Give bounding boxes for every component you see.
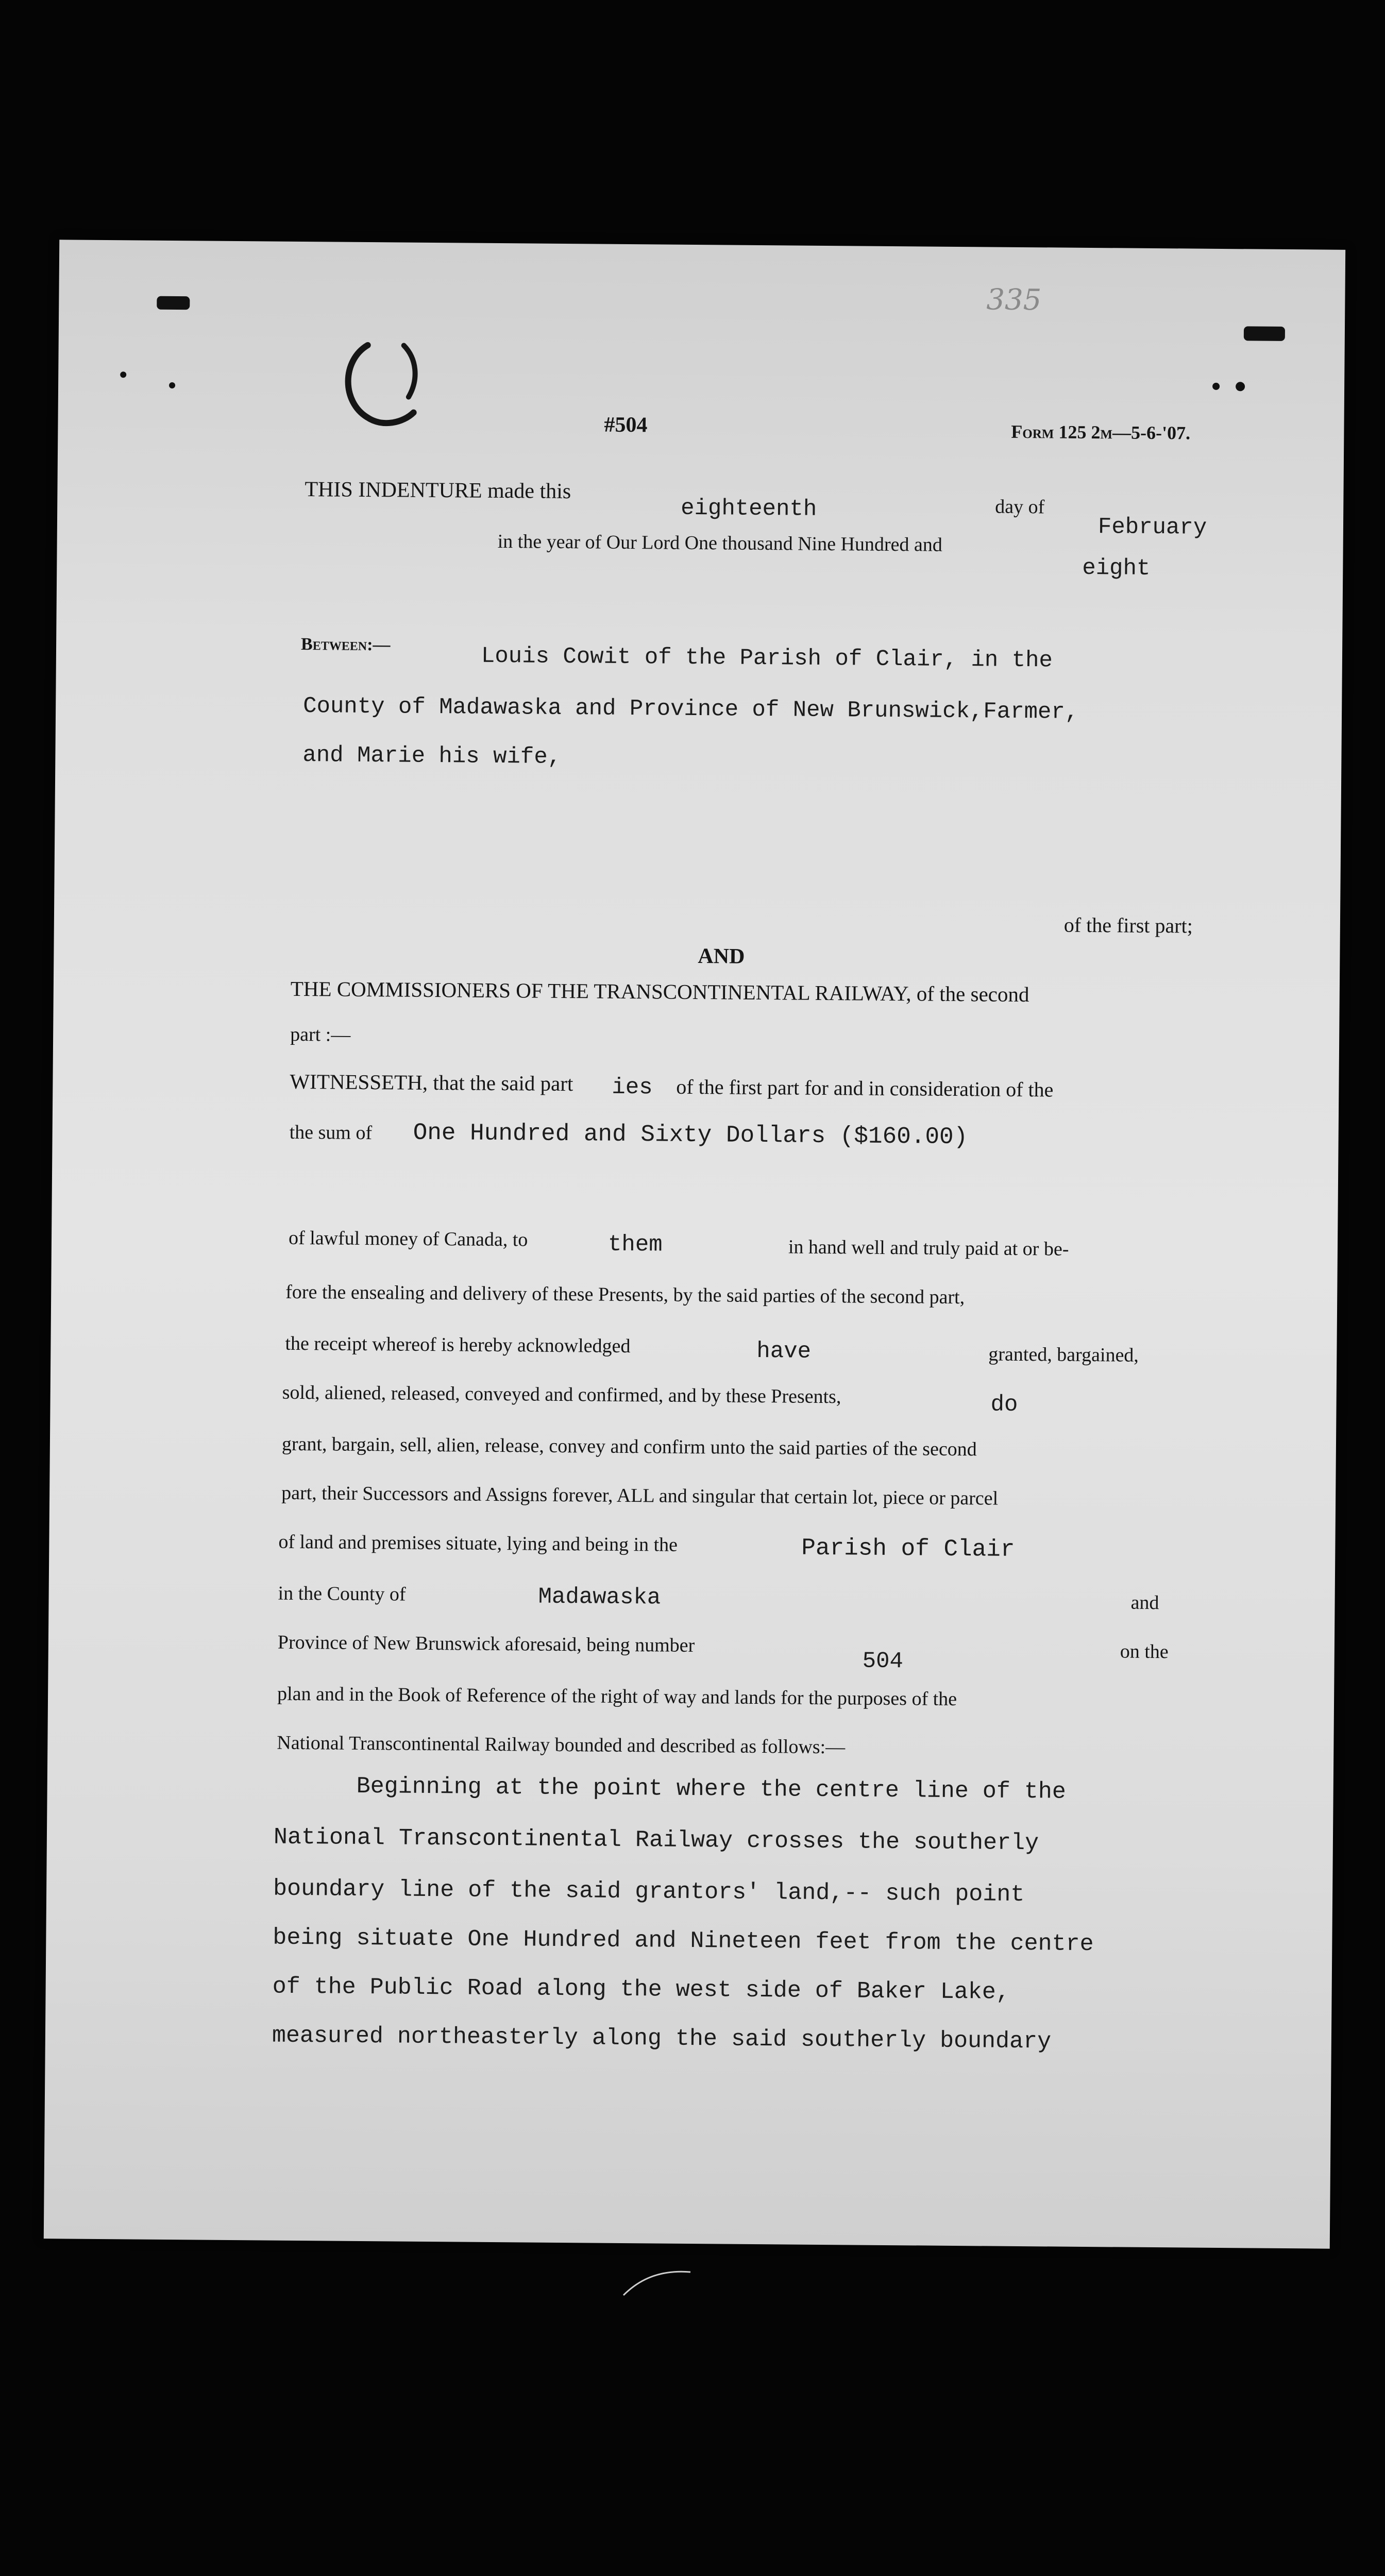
document-page (44, 240, 1345, 2248)
grantee-fill: them (607, 1231, 663, 1258)
description-line: boundary line of the said grantors' land,-- such point (273, 1875, 1025, 1908)
body-line: of lawful money of Canada, to (288, 1227, 528, 1251)
body-line: and (1130, 1591, 1159, 1614)
body-line: the receipt whereof is hereby acknowledged (285, 1332, 631, 1358)
day-value: eighteenth (681, 495, 817, 522)
hand-drawn-circle-mark (331, 334, 430, 438)
witnesseth-line-end: of the first part for and in consideration of the (676, 1075, 1054, 1101)
punch-mark (1212, 383, 1220, 390)
binder-clip-right (1244, 326, 1285, 341)
first-party-line: Louis Cowit of the Parish of Clair, in the (481, 643, 1053, 674)
sum-label: the sum of (289, 1121, 373, 1144)
body-line: Province of New Brunswick aforesaid, being number (277, 1631, 695, 1657)
year-value: eight (1082, 555, 1151, 582)
first-part-label: of the first part; (1063, 913, 1193, 938)
between-label: Between:— (300, 634, 391, 655)
body-line: National Transcontinental Railway bounded and described as follows:— (277, 1732, 846, 1758)
and-label: AND (698, 944, 745, 969)
body-line: in the County of (278, 1582, 406, 1605)
county-fill: Madawaska (538, 1584, 661, 1611)
description-line: Beginning at the point where the centre line of the (356, 1773, 1067, 1805)
body-line: plan and in the Book of Reference of the right of way and lands for the purposes of the (277, 1683, 957, 1710)
body-line: sold, aliened, released, conveyed and confirmed, and by these Presents, (282, 1381, 841, 1408)
binder-clip-left (157, 296, 190, 310)
pencil-page-number: 335 (986, 283, 1042, 317)
body-line: grant, bargain, sell, alien, release, convey and confirm unto the said parties of the second (281, 1433, 977, 1461)
punch-mark (169, 382, 175, 388)
body-line: on the (1120, 1640, 1169, 1663)
month-value: February (1097, 514, 1207, 541)
witnesseth-line-start: WITNESSETH, that the said part (290, 1069, 573, 1096)
indenture-intro: THIS INDENTURE made this (305, 478, 571, 504)
do-fill: do (990, 1392, 1018, 1418)
file-number: #504 (604, 413, 648, 437)
parties-fill: ies (612, 1074, 653, 1101)
body-line: fore the ensealing and delivery of these Presents, by the said parties of the second part, (285, 1281, 965, 1309)
day-of-label: day of (995, 496, 1045, 518)
body-line: part, their Successors and Assigns forever, ALL and singular that certain lot, piece or parcel (281, 1482, 999, 1510)
first-party-line: and Marie his wife, (302, 742, 562, 770)
scratch-mark (618, 2259, 701, 2300)
description-line: National Transcontinental Railway crosses the southerly (273, 1824, 1039, 1857)
first-party-line: County of Madawaska and Province of New Brunswick,Farmer, (302, 693, 1079, 725)
punch-mark (1236, 382, 1245, 391)
body-line: in hand well and truly paid at or be- (788, 1236, 1069, 1260)
description-line: being situate One Hundred and Nineteen feet from the centre (273, 1924, 1094, 1958)
have-fill: have (756, 1338, 812, 1365)
body-line: of land and premises situate, lying and being in the (278, 1531, 678, 1556)
sum-value: One Hundred and Sixty Dollars ($160.00) (413, 1119, 968, 1151)
punch-mark (120, 371, 126, 378)
year-phrase: in the year of Our Lord One thousand Nine Hundred and (497, 530, 943, 556)
body-line: granted, bargained, (988, 1343, 1139, 1366)
parish-fill: Parish of Clair (801, 1534, 1015, 1563)
description-line: measured northeasterly along the said southerly boundary (272, 2022, 1052, 2055)
description-line: of the Public Road along the west side of Baker Lake, (272, 1973, 1010, 2006)
lot-number-fill: 504 (862, 1648, 904, 1675)
second-party-cont: part :— (290, 1023, 351, 1046)
second-party: THE COMMISSIONERS OF THE TRANSCONTINENTAL RAILWAY, of the second (290, 976, 1029, 1007)
form-number: Form 125 2m—5-6-'07. (1011, 421, 1191, 444)
